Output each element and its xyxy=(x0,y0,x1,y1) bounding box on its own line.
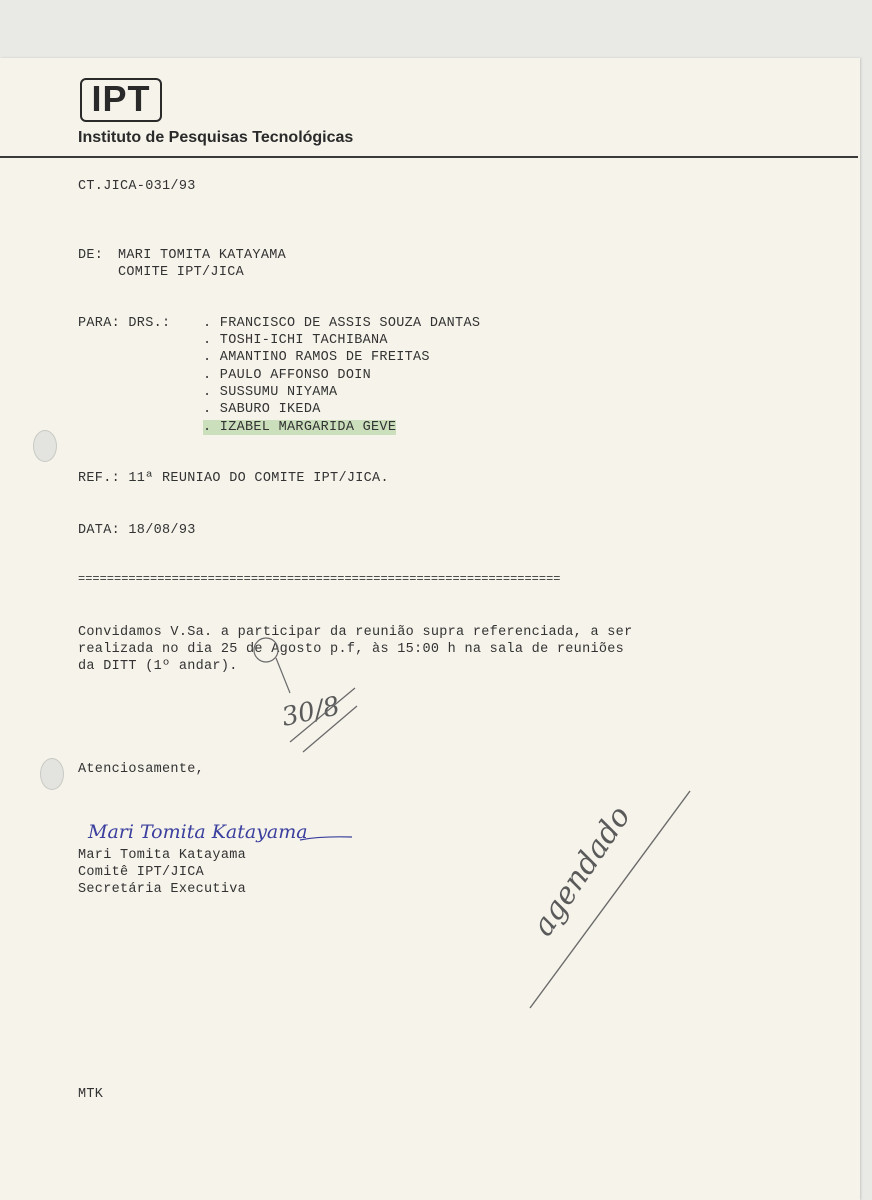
recipient-item: . SABURO IKEDA xyxy=(203,402,321,417)
recipient-item: . AMANTINO RAMOS DE FREITAS xyxy=(203,350,430,365)
signatory-unit: Comitê IPT/JICA xyxy=(78,865,205,880)
pencil-stroke xyxy=(530,791,690,1008)
svg-text:agendado: agendado xyxy=(525,799,638,943)
body-line: Convidamos V.Sa. a participar da reunião supra referenciada, a ser xyxy=(78,625,633,640)
highlighted-recipient: . IZABEL MARGARIDA GEVE xyxy=(203,420,397,435)
recipient-item xyxy=(203,420,396,435)
reference-code: CT.JICA-031/93 xyxy=(78,179,196,194)
separator-line: =================================================================== xyxy=(78,572,561,586)
punch-hole xyxy=(40,758,64,790)
handwritten-status-note xyxy=(526,800,638,943)
pencil-underline xyxy=(303,706,357,752)
typist-initials: MTK xyxy=(78,1087,104,1102)
recipient-item: . TOSHI-ICHI TACHIBANA xyxy=(203,333,388,348)
to-label: PARA: DRS.: xyxy=(78,316,171,331)
recipient-item: . FRANCISCO DE ASSIS SOUZA DANTAS xyxy=(203,316,481,331)
ipt-logo: IPT xyxy=(80,78,162,122)
pencil-underline xyxy=(290,688,355,742)
punch-hole xyxy=(33,430,57,462)
from-label: DE: xyxy=(78,248,104,263)
closing: Atenciosamente, xyxy=(78,762,205,777)
recipient-item: . PAULO AFFONSO DOIN xyxy=(203,368,372,383)
signatory-name: Mari Tomita Katayama xyxy=(78,848,247,863)
svg-text:Mari Tomita Katayama: Mari Tomita Katayama xyxy=(88,821,308,843)
date-line: DATA: 18/08/93 xyxy=(78,523,196,538)
body-line: realizada no dia 25 de Agosto p.f, às 15:00 h na sala de reuniões xyxy=(78,642,625,657)
pencil-tick-mark xyxy=(276,658,290,693)
reference-line: REF.: 11ª REUNIAO DO COMITE IPT/JICA. xyxy=(78,471,389,486)
organization-name: Instituto de Pesquisas Tecnológicas xyxy=(78,129,354,146)
letter-page xyxy=(0,58,860,1200)
recipient-item: . SUSSUMU NIYAMA xyxy=(203,385,338,400)
from-name: MARI TOMITA KATAYAMA xyxy=(118,248,287,263)
letterhead-rule xyxy=(0,156,858,158)
body-line: da DITT (1º andar). xyxy=(78,659,238,674)
svg-text:30/8: 30/8 xyxy=(279,691,343,733)
signatory-title: Secretária Executiva xyxy=(78,882,247,897)
handwritten-date-note xyxy=(279,691,342,732)
from-unit: COMITE IPT/JICA xyxy=(118,265,245,280)
signature-mark xyxy=(87,821,352,843)
